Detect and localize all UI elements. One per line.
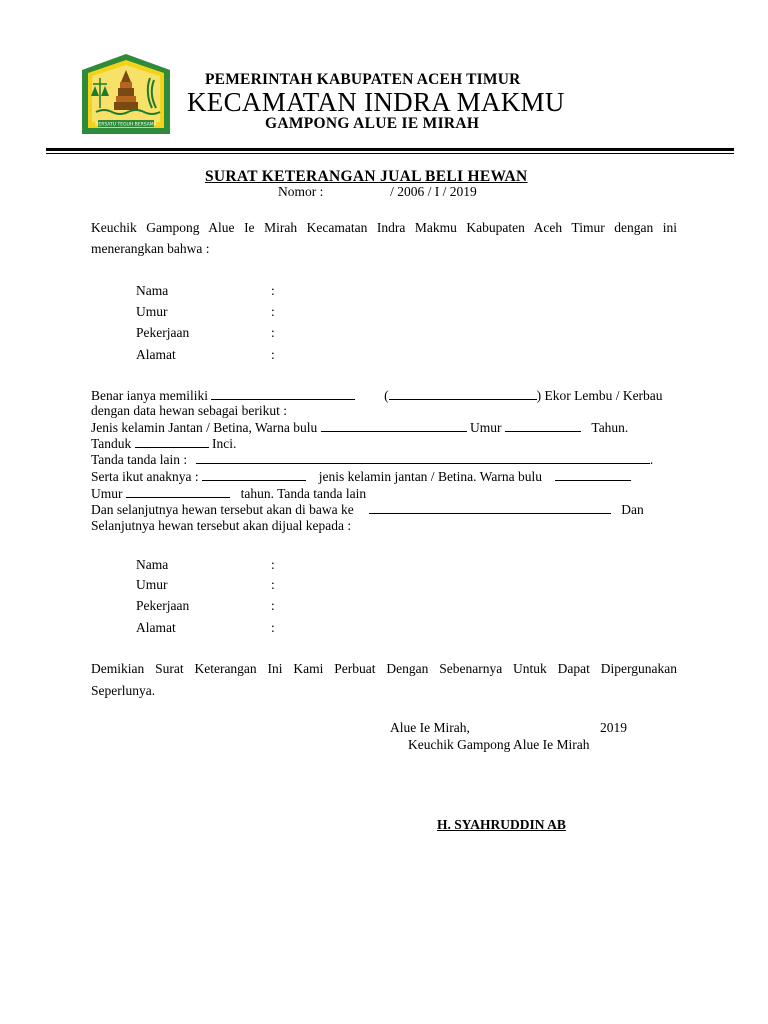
seller-age-label: Umur: [136, 304, 168, 319]
horn-text: Tanduk: [91, 436, 132, 451]
offspring-text: Serta ikut anaknya :: [91, 469, 199, 484]
period: .: [649, 452, 654, 467]
age-text: Umur: [470, 420, 502, 435]
offspring-age-line: [91, 486, 366, 502]
other-marks-blank: [196, 452, 650, 464]
closing-line-2: Seperlunya.: [91, 683, 156, 698]
age-blank: [505, 420, 581, 432]
buyer-name-colon: :: [271, 557, 275, 572]
letter-title: SURAT KETERANGAN JUAL BELI HEWAN: [205, 168, 528, 185]
horn-line: [91, 436, 236, 452]
letter-number: [278, 184, 477, 200]
buyer-age-label: Umur: [136, 577, 168, 592]
fur-color-blank: [321, 420, 467, 432]
seller-job-colon: :: [271, 325, 275, 340]
other-marks-line: [91, 452, 653, 468]
inch-text: Inci.: [212, 436, 237, 451]
offspring-line: [91, 469, 631, 485]
and-text: Dan: [621, 502, 644, 517]
animal-type-text: ) Ekor Lembu / Kerbau: [536, 388, 663, 403]
offspring-age-text: Umur: [91, 486, 123, 501]
nomor-label: Nomor :: [278, 184, 324, 199]
signature-place: Alue Ie Mirah,: [390, 720, 470, 735]
offspring-blank: [202, 469, 306, 481]
destination-line: [91, 502, 644, 518]
buyer-address-label: Alamat: [136, 620, 176, 635]
seller-address-label: Alamat: [136, 347, 176, 362]
gender-line: [91, 420, 628, 436]
offspring-years-text: tahun. Tanda tanda lain: [240, 486, 367, 501]
seller-address-colon: :: [271, 347, 275, 362]
owned-count-blank: [211, 388, 355, 400]
closing-line-1: Demikian Surat Keterangan Ini Kami Perbuat Dengan Sebenarnya Untuk Dapat Dipergunakan: [91, 661, 677, 676]
header-rule-thin: [46, 153, 734, 154]
offspring-fur-blank: [555, 469, 631, 481]
header-government: PEMERINTAH KABUPATEN ACEH TIMUR: [205, 71, 521, 88]
header-village: GAMPONG ALUE IE MIRAH: [265, 115, 480, 132]
seller-name-label: Nama: [136, 283, 169, 298]
destination-blank: [369, 502, 611, 514]
nomor-value: / 2006 / I / 2019: [390, 184, 477, 199]
svg-text:BERSATU TEGUH BERSAMA: BERSATU TEGUH BERSAMA: [95, 122, 157, 128]
offspring-age-blank: [126, 486, 230, 498]
years-text: Tahun.: [591, 420, 629, 435]
ownership-text: Benar ianya memiliki: [91, 388, 208, 403]
intro-line-2: menerangkan bahwa :: [91, 241, 210, 256]
seller-job-label: Pekerjaan: [136, 325, 190, 340]
seller-age-colon: :: [271, 304, 275, 319]
other-marks-text: Tanda tanda lain :: [91, 452, 188, 467]
header-district: KECAMATAN INDRA MAKMU: [187, 87, 565, 117]
animal-data-intro: dengan data hewan sebagai berikut :: [91, 403, 288, 418]
horn-blank: [135, 436, 209, 448]
buyer-job-colon: :: [271, 598, 275, 613]
header-rule-thick: [46, 148, 734, 151]
open-paren: (: [384, 388, 389, 403]
buyer-intro: Selanjutnya hewan tersebut akan dijual kepada :: [91, 518, 352, 533]
ownership-line: [91, 388, 663, 404]
seller-name-colon: :: [271, 283, 275, 298]
gender-text: Jenis kelamin Jantan / Betina, Warna bulu: [91, 420, 318, 435]
destination-text: Dan selanjutnya hewan tersebut akan di bawa ke: [91, 502, 354, 517]
buyer-age-colon: :: [271, 577, 275, 592]
buyer-job-label: Pekerjaan: [136, 598, 190, 613]
signature-year: 2019: [600, 720, 627, 735]
buyer-name-label: Nama: [136, 557, 169, 572]
intro-line-1: Keuchik Gampong Alue Ie Mirah Kecamatan Indra Makmu Kabupaten Aceh Timur dengan ini: [91, 220, 677, 235]
owned-count-words-blank: [389, 388, 537, 400]
offspring-gender-text: jenis kelamin jantan / Betina. Warna bulu: [318, 469, 542, 484]
regency-logo: [80, 52, 172, 136]
buyer-address-colon: :: [271, 620, 275, 635]
signature-position: Keuchik Gampong Alue Ie Mirah: [408, 737, 590, 752]
signer-name: H. SYAHRUDDIN AB: [437, 817, 566, 832]
